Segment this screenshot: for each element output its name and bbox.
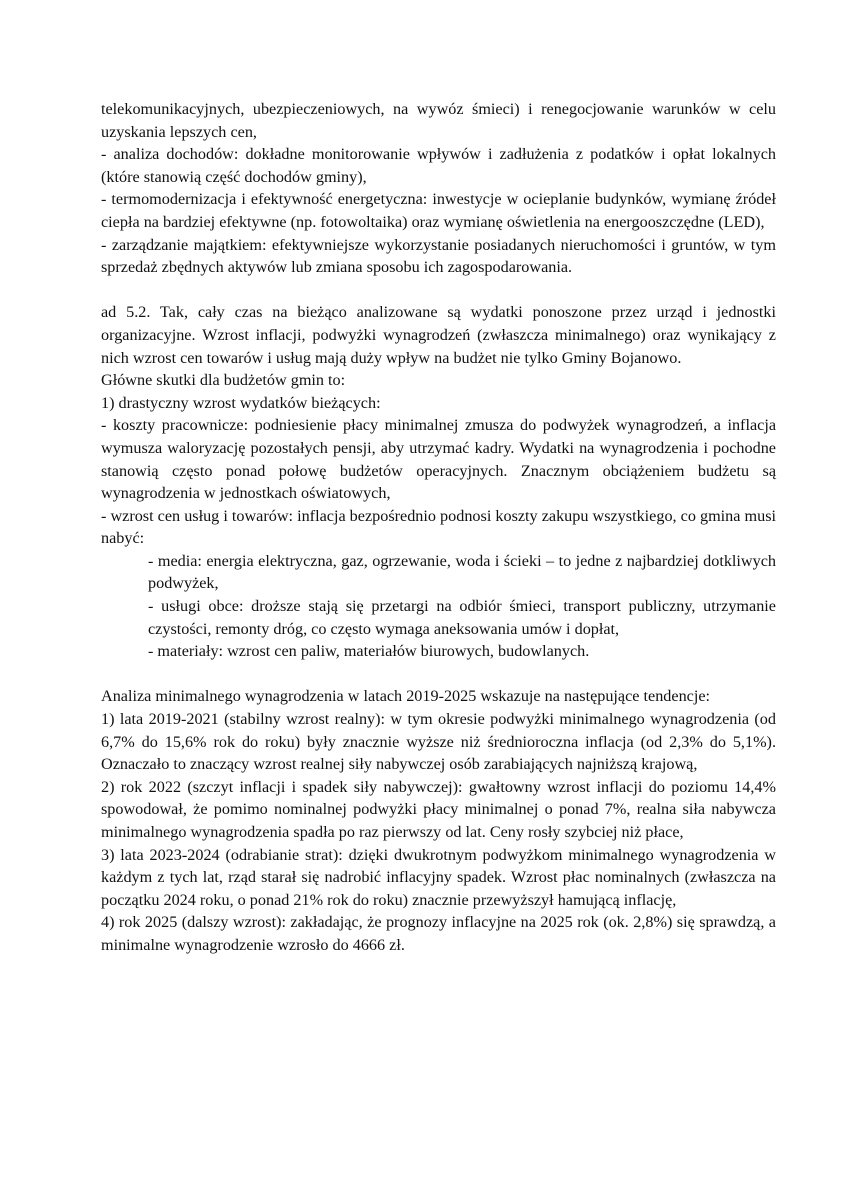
point-2019-2021: 1) lata 2019-2021 (stabilny wzrost realny): w tym okresie podwyżki minimalnego wynagrodzenia (od 6,7% do 15,6% rok do roku) były znacznie wyższe niż średnioroczna inflacja (od 2,3% do 5,1%). Oznaczało to znaczący wzrost realnej siły nabywczej osób zarabiających najniższą krajową, — [101, 710, 776, 774]
paragraph-income-analysis: - analiza dochodów: dokładne monitorowanie wpływów i zadłużenia z podatków i opłat lokalnych (które stanowią część dochodów gminy), — [101, 145, 776, 186]
section-5-2 — [101, 301, 776, 663]
sub-item-utilities: - media: energia elektryczna, gaz, ogrzewanie, woda i ścieki – to jedne z najbardziej dotkliwych podwyżek, — [148, 551, 776, 593]
section-minimum-wage-analysis — [101, 685, 776, 956]
point-2023-2024: 3) lata 2023-2024 (odrabianie strat): dzięki dwukrotnym podwyżkom minimalnego wynagrodzenia w każdym z tych lat, rząd starał się nadrobić inflacyjny spadek. Wzrost płac nominalnych (zwłaszcza na początku 2024 roku, o ponad 21% rok do roku) znacznie przewyższył hamującą inflację, — [101, 845, 776, 909]
item-staff-costs: - koszty pracownicze: podniesienie płacy minimalnej zmusza do podwyżek wynagrodzeń, a inflacja wymusza waloryzację pozostałych pensji, aby utrzymać kadry. Wydatki na wynagrodzenia i pochodne stanowią często ponad połowę budżetów operacyjnych. Znacznym obciążeniem budżetu są wynagrodzenia w jednostkach oświatowych, — [101, 416, 776, 503]
sub-item-external-services: - usługi obce: droższe stają się przetargi na odbiór śmieci, transport publiczny, utrzymanie czystości, remonty dróg, co często wymaga aneksowania umów i dopłat, — [148, 597, 776, 638]
point-current-expenses: 1) drastyczny wzrost wydatków bieżących: — [101, 393, 381, 412]
section-cost-measures — [101, 98, 776, 279]
sub-item-materials: - materiały: wzrost cen paliw, materiałów biurowych, budowlanych. — [148, 642, 590, 661]
paragraph-contracts: telekomunikacyjnych, ubezpieczeniowych, na wywóz śmieci) i renegocjowanie warunków w celu uzyskania lepszych cen, — [101, 100, 776, 141]
point-2025: 4) rok 2025 (dalszy wzrost): zakładając, że prognozy inflacyjne na 2025 rok (ok. 2,8%) się sprawdzą, a minimalne wynagrodzenie wzrosło do 4666 zł. — [101, 913, 776, 954]
document-page — [101, 98, 776, 957]
paragraph-ad-5-2: ad 5.2. Tak, cały czas na bieżąco analizowane są wydatki ponoszone przez urząd i jednostki organizacyjne. Wzrost inflacji, podwyżki wynagrodzeń (zwłaszcza minimalnego) oraz wynikający z nich wzrost cen towarów i usług mają duży wpływ na budżet nie tylko Gminy Bojanowo. — [101, 303, 776, 367]
point-2022: 2) rok 2022 (szczyt inflacji i spadek siły nabywczej): gwałtowny wzrost inflacji do poziomu 14,4% spowodował, że pomimo nominalnej podwyżki płacy minimalnej o ponad 7%, realna siła nabywcza minimalnego wynagrodzenia spadła po raz pierwszy od lat. Ceny rosły szybciej niż płace, — [101, 777, 776, 841]
spacer — [101, 279, 776, 302]
paragraph-thermomodernization: - termomodernizacja i efektywność energetyczna: inwestycje w ocieplanie budynków, wymianę źródeł ciepła na bardziej efektywne (np. fotowoltaika) oraz wymianę oświetlenia na energooszczędne (LED), — [101, 190, 776, 231]
heading-main-effects: Główne skutki dla budżetów gmin to: — [101, 371, 346, 390]
paragraph-asset-management: - zarządzanie majątkiem: efektywniejsze wykorzystanie posiadanych nieruchomości i gruntów, w tym sprzedaż zbędnych aktywów lub zmiana sposobu ich zagospodarowania. — [101, 235, 776, 277]
sub-list-cost-categories — [101, 550, 776, 663]
item-prices-growth: - wzrost cen usług i towarów: inflacja bezpośrednio podnosi koszty zakupu wszystkiego, co gmina musi nabyć: — [101, 506, 776, 548]
spacer — [101, 663, 776, 686]
paragraph-wage-analysis-intro: Analiza minimalnego wynagrodzenia w latach 2019-2025 wskazuje na następujące tendencje: — [101, 687, 711, 706]
